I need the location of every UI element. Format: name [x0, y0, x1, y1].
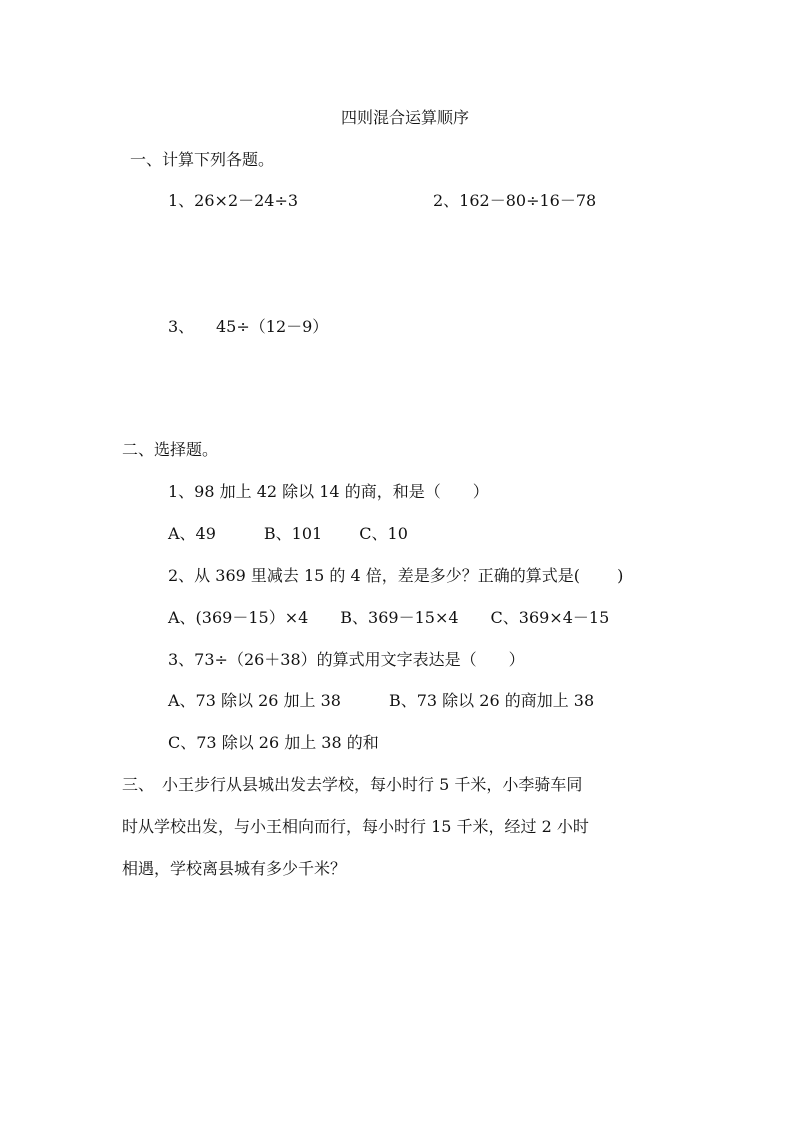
choice-question-1: 1、98 加上 42 除以 14 的商，和是（ ）	[168, 482, 489, 501]
page-title: 四则混合运算顺序	[341, 108, 470, 127]
choice-question-2: 2、从 369 里减去 15 的 4 倍，差是多少？正确的算式是( )	[168, 566, 624, 585]
section-1-heading: 一、计算下列各题。	[130, 150, 275, 169]
word-problem-line-2: 时从学校出发，与小王相向而行，每小时行 15 千米，经过 2 小时	[122, 817, 589, 836]
problem-1-3-number: 3、	[168, 317, 195, 336]
section-2-heading: 二、选择题。	[122, 440, 219, 459]
choice-question-3-option-c: C、73 除以 26 加上 38 的和	[168, 733, 379, 752]
choice-question-1-options: A、49 B、101 C、10	[168, 524, 408, 543]
word-problem-line-1: 三、 小王步行从县城出发去学校，每小时行 5 千米，小李骑车同	[122, 775, 583, 794]
problem-1-1: 1、26×2－24÷3	[168, 191, 299, 210]
problem-1-3-expression: 45÷（12－9）	[216, 317, 329, 336]
choice-question-3-options: A、73 除以 26 加上 38 B、73 除以 26 的商加上 38	[168, 691, 595, 710]
choice-question-2-options: A、(369－15）×4 B、369－15×4 C、369×4－15	[168, 608, 610, 627]
problem-1-2: 2、162－80÷16－78	[433, 191, 597, 210]
choice-question-3: 3、73÷（26＋38）的算式用文字表达是（ ）	[168, 650, 525, 669]
word-problem-line-3: 相遇，学校离县城有多少千米？	[122, 859, 347, 878]
